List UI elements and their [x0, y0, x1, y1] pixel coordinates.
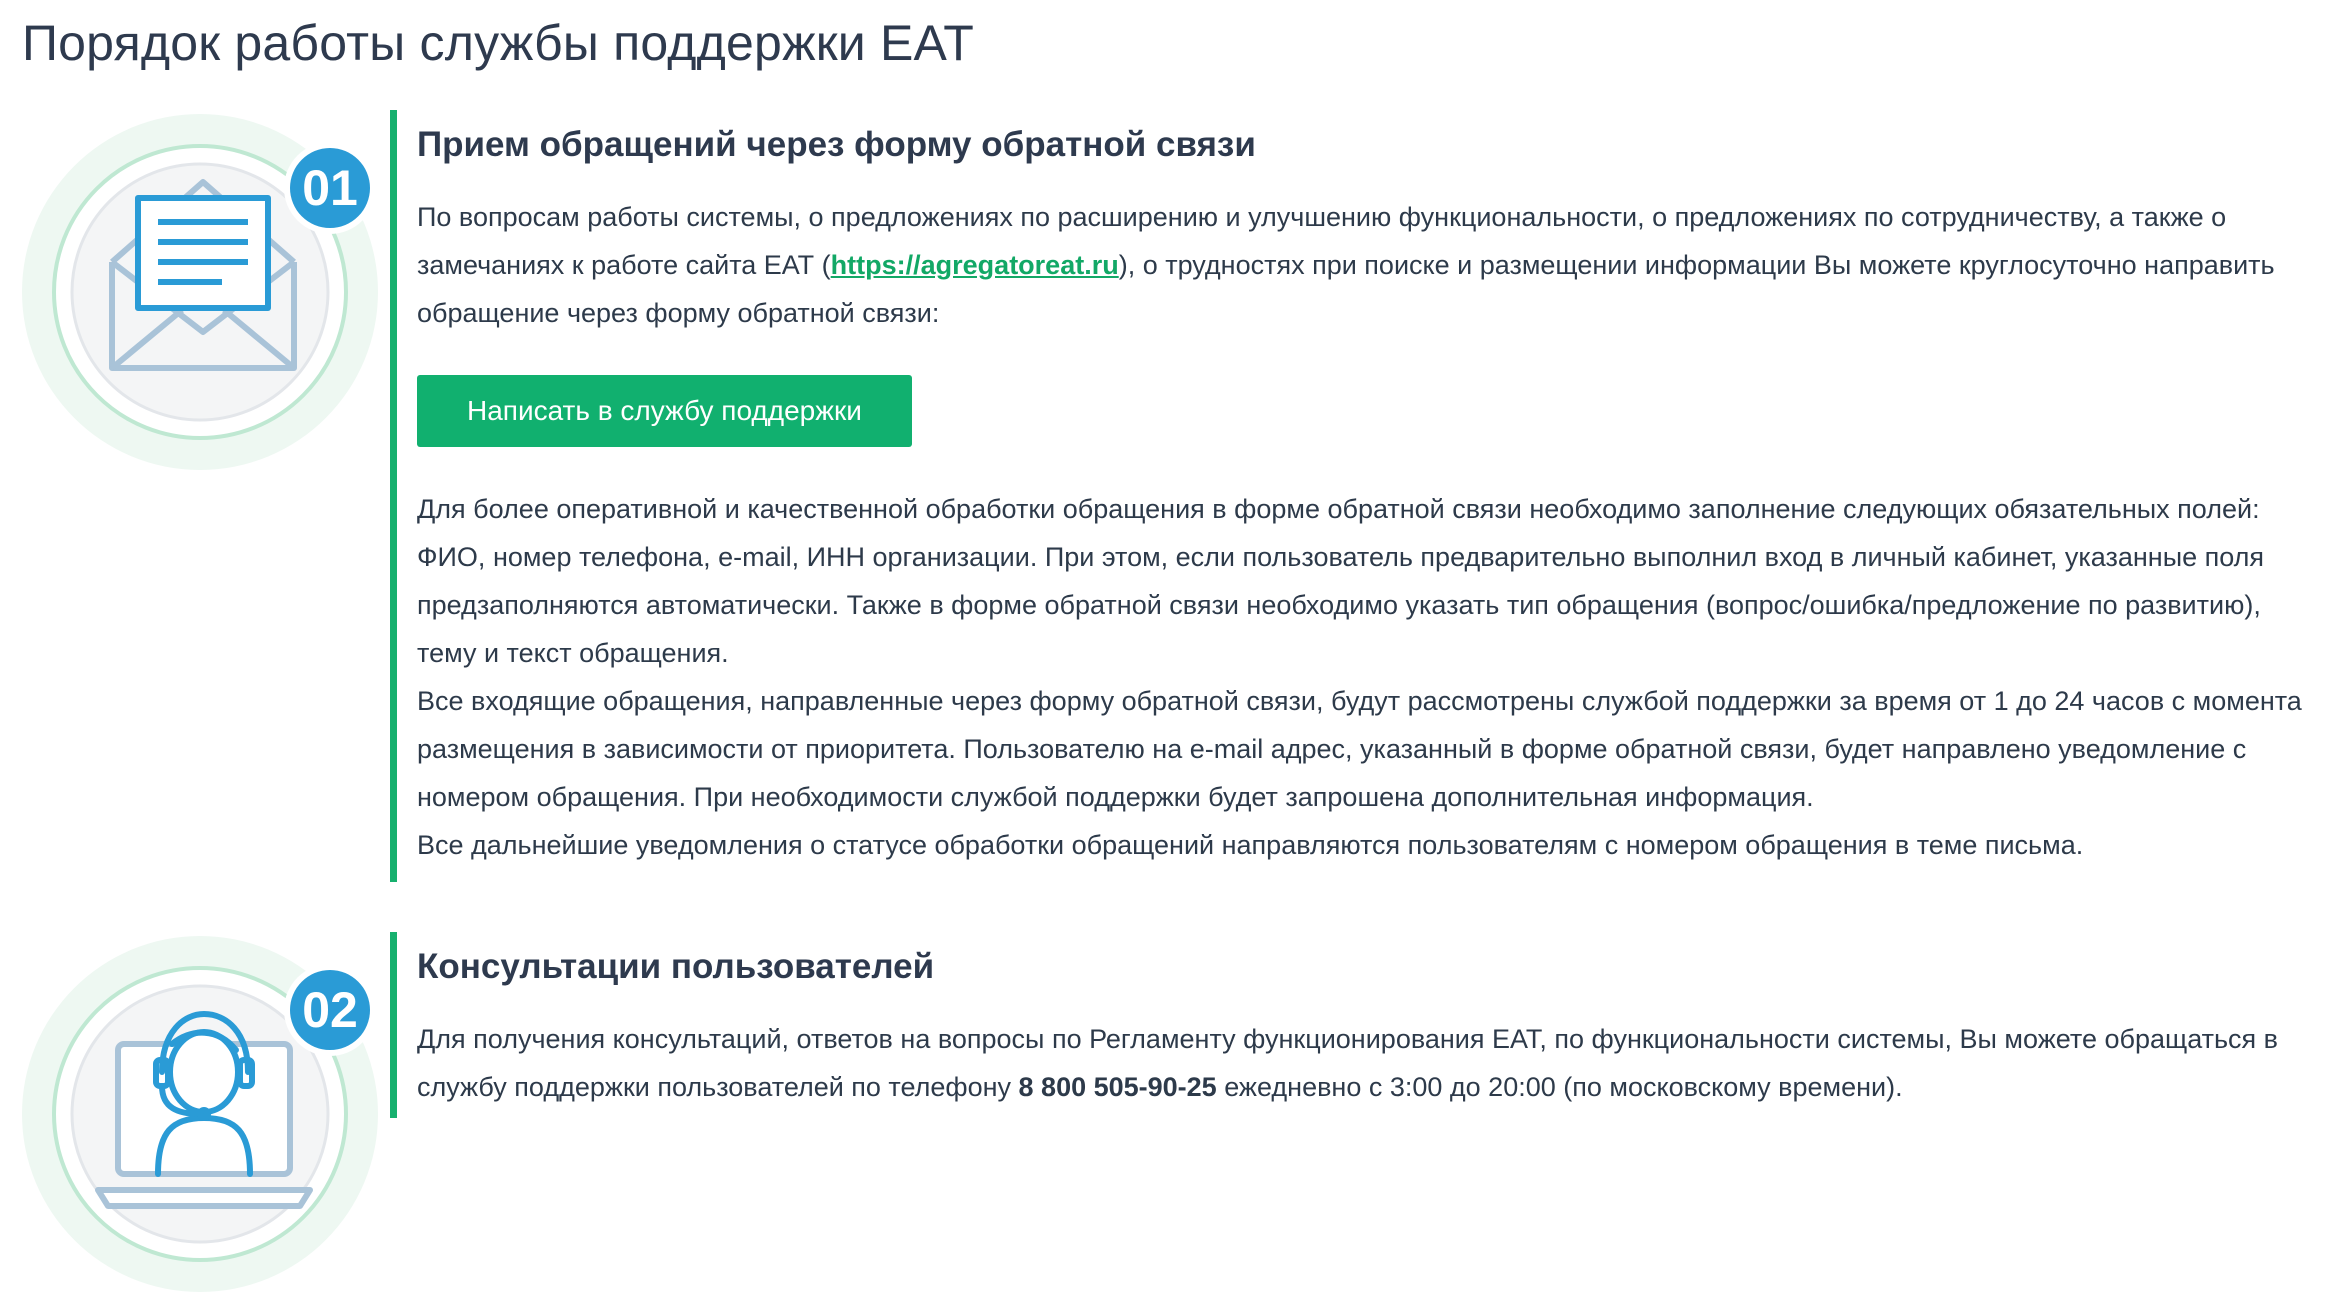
section-content	[390, 932, 2320, 1118]
badge-01	[284, 142, 376, 234]
consultation-text: Для получения консультаций, ответов на вопросы по Регламенту функционирования ЕАТ, по функциональности системы, Вы можете обращаться в службу поддержки пользователей по телефону	[417, 1024, 2279, 1102]
page-title: Порядок работы службы поддержки ЕАТ	[22, 15, 974, 71]
support-phone: 8 800 505-90-25	[1018, 1072, 1217, 1102]
intro-text-cont: ), о трудностях при поиске и размещении информации Вы можете круглосуточно направить обращение через форму обратной связи:	[417, 250, 2275, 328]
badge-02	[284, 964, 376, 1056]
section-content	[390, 110, 2320, 882]
site-link[interactable]: https://agregatoreat.ru	[830, 250, 1119, 280]
details-paragraph-1: Для более оперативной и качественной обработки обращения в форме обратной связи необходимо заполнение следующих обязательных полей: ФИО, номер телефона, e-mail, ИНН организации. При этом, если пользователь предварительно выполнил вход в личный кабинет, указанные поля предзаполняются автоматически. Также в форме обратной связи необходимо указать тип обращения (вопрос/ошибка/предложение по развитию), тему и текст обращения.	[417, 494, 2265, 668]
details-paragraph-2: Все входящие обращения, направленные через форму обратной связи, будут рассмотрены службой поддержки за время от 1 до 24 часов с момента размещения в зависимости от приоритета. Пользователю на e-mail адрес, указанный в форме обратной связи, будет направлено уведомление с номером обращения. При необходимости службой поддержки будет запрошена дополнительная информация.	[417, 686, 2302, 812]
consultation-text-cont: ежедневно с 3:00 до 20:00 (по московскому времени).	[1216, 1072, 1903, 1102]
badge-number: 01	[302, 160, 358, 216]
intro-text: По вопросам работы системы, о предложениях по расширению и улучшению функциональности, о предложениях по сотрудничеству, а также о замечаниях к работе сайта ЕАТ (	[417, 202, 2227, 280]
section-title: Консультации пользователей	[417, 947, 935, 986]
consultation-paragraph	[417, 1015, 2327, 1111]
illustration-consultations	[22, 932, 392, 1302]
illustration-feedback	[22, 110, 392, 480]
write-support-button[interactable]: Написать в службу поддержки	[417, 375, 912, 447]
section-title: Прием обращений через форму обратной связи	[417, 125, 1256, 164]
intro-paragraph	[417, 193, 2327, 337]
details-paragraph-3: Все дальнейшие уведомления о статусе обработки обращений направляются пользователям с номером обращения в теме письма.	[417, 830, 2084, 860]
badge-number: 02	[302, 982, 358, 1038]
